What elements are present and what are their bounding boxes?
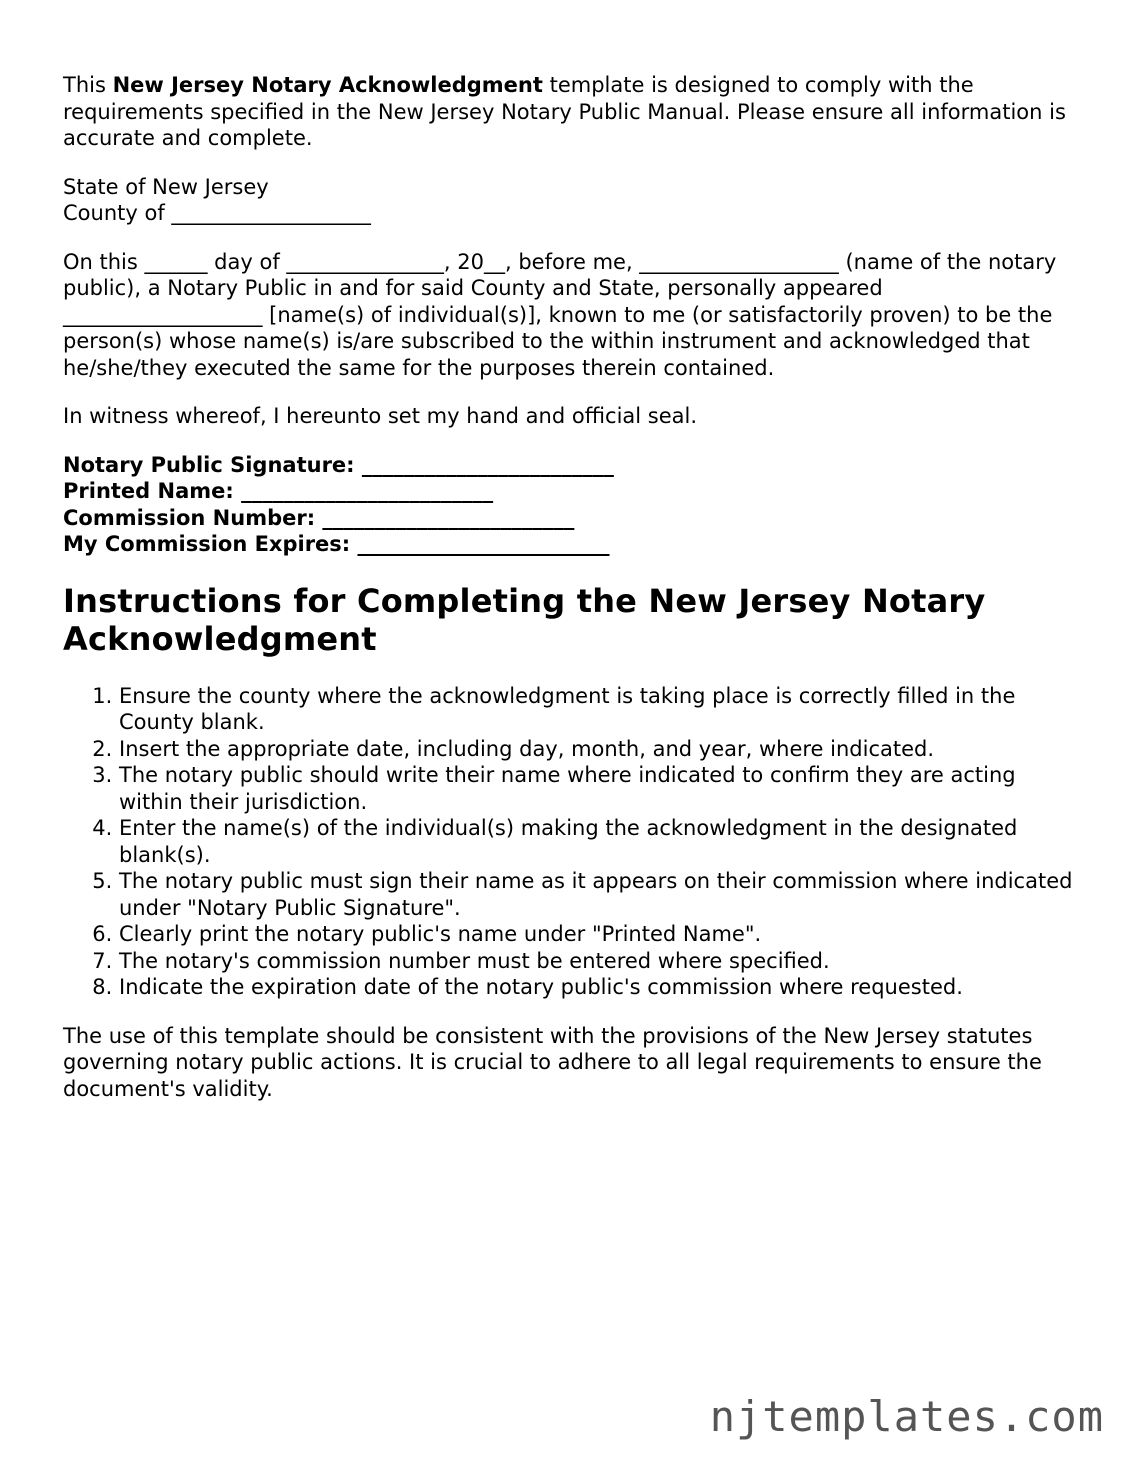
witness-paragraph: In witness whereof, I hereunto set my hand and official seal. xyxy=(63,404,698,428)
notary-signature-line: Notary Public Signature: ________________________ xyxy=(63,452,614,477)
instruction-step: 2. Insert the appropriate date, including day, month, and year, where indicated. xyxy=(119,736,1083,763)
document-body xyxy=(63,72,1083,1124)
intro-suffix: template is designed to comply with the requirements specified in the New Jersey Notary Public Manual. Please ensure all information is accurate and complete. xyxy=(63,73,1066,150)
commission-expires-line: My Commission Expires: ________________________ xyxy=(63,532,610,556)
instruction-step: 1. Ensure the county where the acknowledgment is taking place is correctly filled in the County blank. xyxy=(119,683,1083,736)
venue-block xyxy=(63,174,1083,227)
printed-name-line: Printed Name: ________________________ xyxy=(63,479,494,503)
instructions-list xyxy=(63,683,1083,1001)
instructions-heading: Instructions for Completing the New Jersey Notary Acknowledgment xyxy=(63,581,986,658)
instruction-step: 6. Clearly print the notary public's name under "Printed Name". xyxy=(119,921,1083,948)
instruction-step: 8. Indicate the expiration date of the notary public's commission where requested. xyxy=(119,974,1083,1001)
footer-brand-watermark: njtemplates.com xyxy=(709,1392,1104,1441)
instruction-step: 5. The notary public must sign their name as it appears on their commission where indicated under "Notary Public Signature". xyxy=(119,868,1083,921)
venue-county: County of ___________________ xyxy=(63,201,371,225)
commission-number-line: Commission Number: ________________________ xyxy=(63,505,575,530)
intro-prefix: This xyxy=(63,73,113,97)
intro-paragraph xyxy=(63,72,1083,152)
venue-state: State of New Jersey xyxy=(63,174,269,199)
signature-block xyxy=(63,452,1083,558)
closing-paragraph: The use of this template should be consistent with the provisions of the New Jersey statutes governing notary public actions. It is crucial to adhere to all legal requirements to ensure the document's validity. xyxy=(63,1023,1042,1101)
instruction-step: 3. The notary public should write their name where indicated to confirm they are acting within their jurisdiction. xyxy=(119,762,1083,815)
instruction-step: 7. The notary's commission number must be entered where specified. xyxy=(119,948,1083,975)
acknowledgment-paragraph: On this ______ day of _______________, 20__, before me, ___________________ (name of the notary public), a Notary Public in and for said County and State, personally appeared ___________________ [name(s) of individual(s)], known to me (or satisfactorily proven) to be the person(s) whose name(s) is/are subscribed to the within instrument and acknowledged that he/she/they executed the same for the purposes therein contained. xyxy=(63,249,1057,380)
intro-bold-title: New Jersey Notary Acknowledgment xyxy=(112,73,543,97)
instruction-step: 4. Enter the name(s) of the individual(s) making the acknowledgment in the designated blank(s). xyxy=(119,815,1083,868)
